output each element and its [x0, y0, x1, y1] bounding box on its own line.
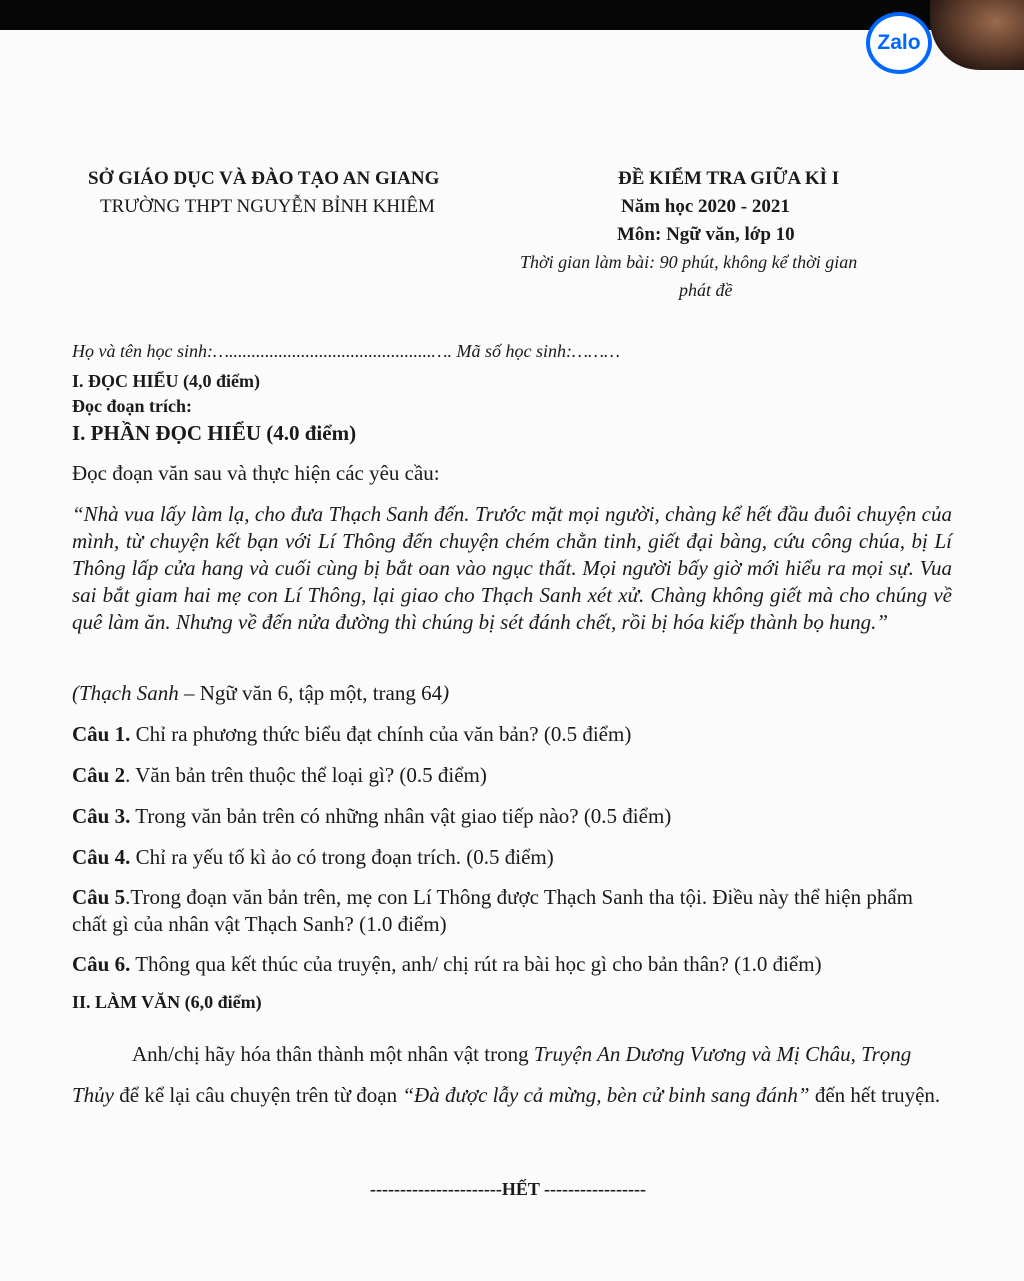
source-open: (Thạch Sanh –: [72, 681, 200, 705]
question-text: Chỉ ra yếu tố kì ảo có trong đoạn trích. (0.5 điểm): [130, 845, 554, 869]
question-text: Thông qua kết thúc của truyện, anh/ chị rút ra bài học gì cho bản thân? (1.0 điểm): [130, 952, 822, 976]
time-limit: Thời gian làm bài: 90 phút, không kể thời gian: [520, 252, 858, 272]
essay-quote: “Đà được lẫy cả mừng, bèn cử binh sang đánh”: [402, 1083, 810, 1107]
question-1: [72, 721, 952, 748]
question-text: . Văn bản trên thuộc thể loại gì? (0.5 điểm): [125, 763, 487, 787]
question-label: Câu 1.: [72, 722, 131, 746]
question-label: Câu 2: [72, 763, 126, 787]
question-4: [72, 844, 952, 871]
section1-title: I. ĐỌC HIỂU (4,0 điểm): [72, 371, 260, 391]
source-citation: [72, 681, 449, 706]
question-text: Chỉ ra phương thức biểu đạt chính của văn bản? (0.5 điểm): [130, 722, 632, 746]
question-label: Câu 5: [72, 885, 126, 909]
zalo-bubble-icon[interactable]: [866, 12, 932, 74]
essay-text-3: đến hết truyện.: [809, 1083, 941, 1107]
question-label: Câu 6.: [72, 952, 131, 976]
question-6: [72, 951, 952, 978]
section2-title: II. LÀM VĂN (6,0 điểm): [72, 992, 262, 1012]
instruction: Đọc đoạn văn sau và thực hiện các yêu cầu:: [72, 461, 440, 485]
school-year: Năm học 2020 - 2021: [621, 196, 790, 217]
question-2: [72, 762, 952, 789]
end-marker: ----------------------HẾT -----------------: [370, 1179, 646, 1199]
essay-text-2: để kể lại câu chuyện trên từ đoạn: [114, 1083, 403, 1107]
source-book: Ngữ văn 6, tập một, trang 64: [199, 681, 443, 705]
part-title: I. PHẦN ĐỌC HIỂU (4.0 điểm): [72, 421, 357, 445]
question-label: Câu 3.: [72, 804, 131, 828]
question-label: Câu 4.: [72, 845, 131, 869]
section1-subtitle: Đọc đoạn trích:: [72, 396, 192, 416]
exam-title: ĐỀ KIỂM TRA GIỮA KÌ I: [618, 168, 840, 189]
passage: “Nhà vua lấy làm lạ, cho đưa Thạch Sanh đến. Trước mặt mọi người, chàng kể hết đầu đuôi chuyện của mình, từ chuyện kết bạn với Lí Thông đến chuyện chém chằn tinh, giết đại bàng, cứu công chúa, bị Lí Thông lấp cửa hang và cuối cùng bị bắt oan vào ngục thất. Mọi người bấy giờ mới hiểu ra mọi sự. Vua sai bắt giam hai mẹ con Lí Thông, lại giao cho Thạch Sanh xét xử. Chàng không giết mà cho chúng về quê làm ăn. Nhưng về đến nửa đường thì chúng bị sét đánh chết, rồi bị hóa kiếp thành bọ hung.”: [72, 502, 952, 634]
question-5: [72, 884, 952, 938]
question-text: Trong văn bản trên có những nhân vật giao tiếp nào? (0.5 điểm): [130, 804, 672, 828]
essay-prompt: [72, 1034, 952, 1116]
zalo-label: Zalo: [877, 31, 921, 54]
question-3: [72, 803, 952, 830]
time-limit-cont: phát đề: [679, 280, 733, 300]
header-department: SỞ GIÁO DỤC VÀ ĐÀO TẠO AN GIANG: [88, 168, 440, 189]
header-school: TRƯỜNG THPT NGUYỄN BỈNH KHIÊM: [100, 196, 435, 217]
subject: Môn: Ngữ văn, lớp 10: [617, 224, 795, 245]
zalo-avatar[interactable]: [930, 0, 1024, 70]
essay-text-1: Anh/chị hãy hóa thân thành một nhân vật trong: [132, 1042, 534, 1066]
question-text: .Trong đoạn văn bản trên, mẹ con Lí Thông được Thạch Sanh tha tội. Điều này thể hiện phẩm chất gì của nhân vật Thạch Sanh? (1.0 điểm): [72, 885, 913, 936]
source-close: ): [442, 681, 450, 705]
student-info: Họ và tên học sinh:….............................................…. Mã số học sinh:………: [72, 341, 620, 361]
essay-title: Truyện An Dương Vương và Mị Châu, Trọng Thủy: [72, 1042, 912, 1107]
